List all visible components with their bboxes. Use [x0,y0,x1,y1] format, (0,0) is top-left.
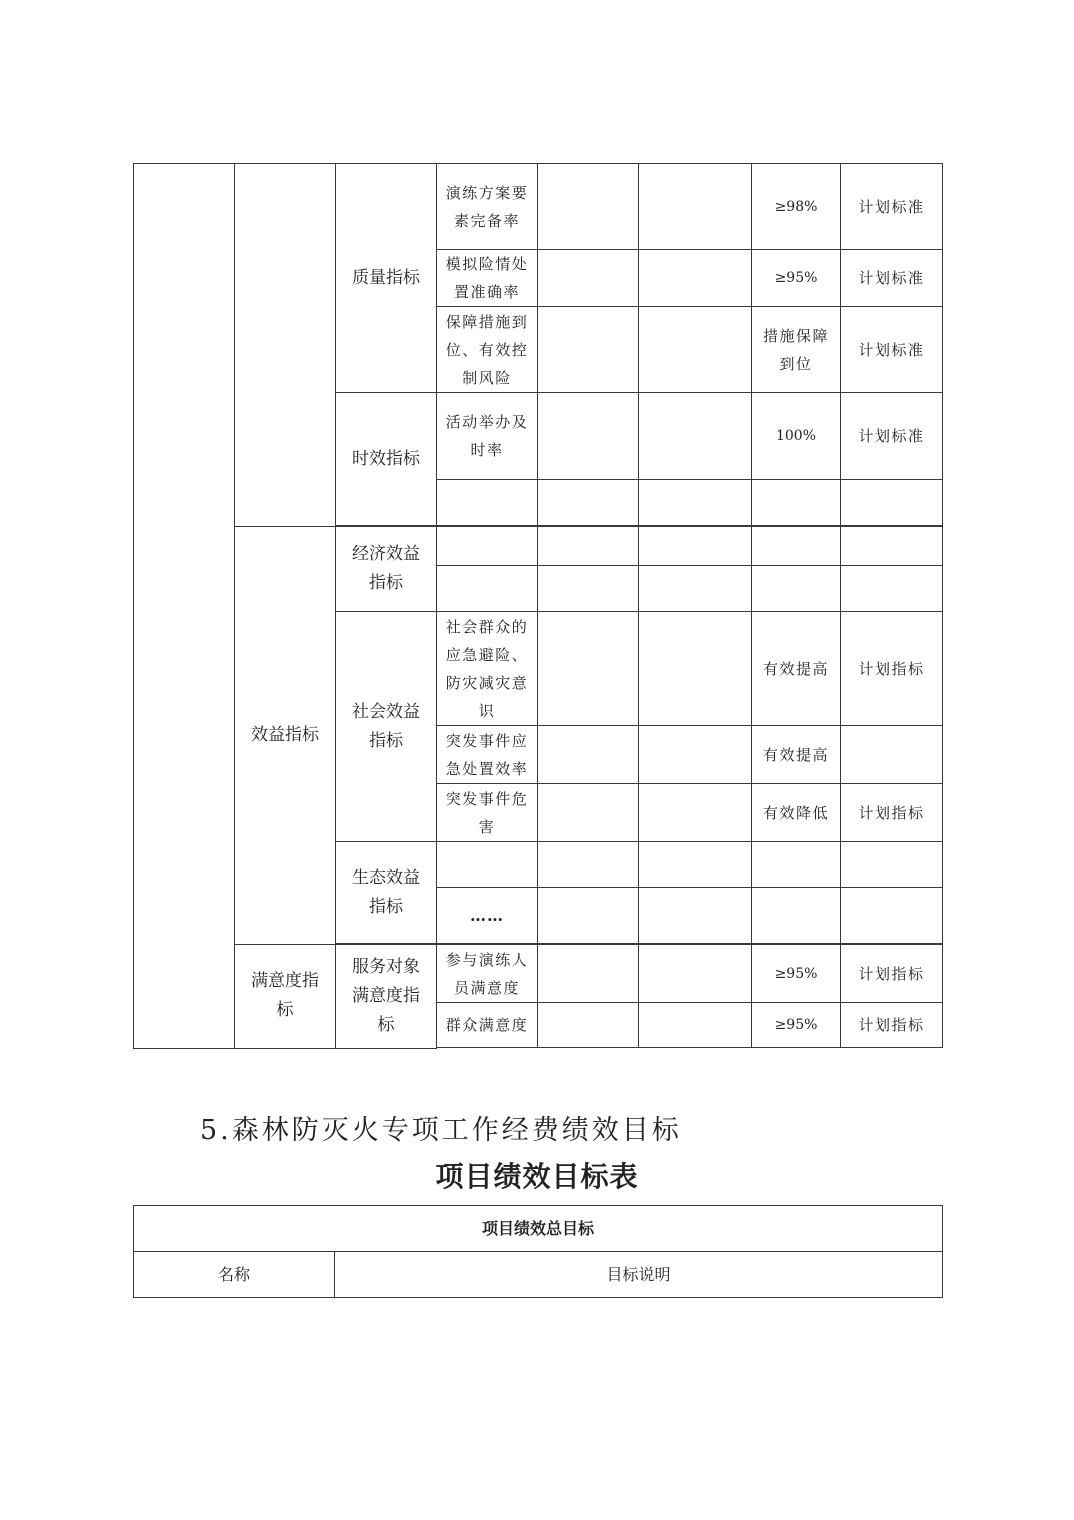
social-benefit-group: 社会效益指标 [336,612,437,842]
empty-cell [538,480,639,526]
empty-cell [639,250,752,307]
empty-cell [639,480,752,526]
empty-cell [639,842,752,888]
empty-cell [841,566,943,612]
satisfaction-indicator-group: 满意度指标 [235,945,336,1049]
note-cell: 计划指标 [841,612,943,726]
empty-cell [639,945,752,1003]
empty-cell [841,480,943,526]
ellipsis-cell: …… [437,888,538,944]
empty-cell [437,527,538,566]
blank-level2-cell [235,164,336,527]
empty-cell [639,612,752,726]
performance-indicator-table [133,163,943,1049]
empty-cell [639,888,752,944]
quality-indicator-group: 质量指标 [336,164,437,393]
target-value-cell: 100% [752,393,841,480]
note-cell [841,726,943,784]
target-value-cell: 有效提高 [752,726,841,784]
table-title: 项目绩效目标表 [435,1160,639,1193]
indicator-cell: 模拟险情处置准确率 [437,250,538,307]
empty-cell [639,307,752,393]
indicator-cell: 突发事件应急处置效率 [437,726,538,784]
empty-cell [538,1003,639,1048]
empty-cell [752,888,841,944]
description-column-header: 目标说明 [335,1252,943,1298]
overall-goal-table [133,1205,943,1298]
target-value-cell: ≥95% [752,945,841,1003]
empty-cell [538,945,639,1003]
empty-cell [538,307,639,393]
empty-cell [538,527,639,566]
empty-cell [538,888,639,944]
empty-cell [538,566,639,612]
target-value-cell: 措施保障到位 [752,307,841,393]
empty-cell [538,250,639,307]
empty-cell [538,393,639,480]
empty-cell [639,784,752,842]
note-cell: 计划标准 [841,250,943,307]
empty-cell [752,480,841,526]
empty-cell [639,393,752,480]
empty-cell [841,888,943,944]
empty-cell [752,566,841,612]
note-cell: 计划标准 [841,307,943,393]
empty-cell [639,726,752,784]
empty-cell [538,784,639,842]
benefit-indicator-group: 效益指标 [235,527,336,945]
table-row [134,527,943,566]
empty-cell [639,164,752,250]
note-cell: 计划标准 [841,164,943,250]
target-value-cell: 有效提高 [752,612,841,726]
indicator-cell: 社会群众的应急避险、防灾减灾意识 [437,612,538,726]
note-cell: 计划指标 [841,1003,943,1048]
table-row [134,1206,943,1252]
note-cell: 计划指标 [841,945,943,1003]
empty-cell [752,527,841,566]
section-heading: 5.森林防灭火专项工作经费绩效目标 [200,1115,682,1146]
table-row [134,164,943,250]
name-column-header: 名称 [134,1252,335,1298]
service-satisfaction-group: 服务对象满意度指标 [336,945,437,1049]
indicator-cell: 演练方案要素完备率 [437,164,538,250]
ecological-benefit-group: 生态效益指标 [336,842,437,944]
empty-cell [437,566,538,612]
target-value-cell: ≥95% [752,1003,841,1048]
target-value-cell: ≥95% [752,250,841,307]
empty-cell [538,842,639,888]
empty-cell [639,1003,752,1048]
empty-cell [752,842,841,888]
empty-cell [639,527,752,566]
empty-cell [538,612,639,726]
overall-goal-header: 项目绩效总目标 [134,1206,943,1252]
empty-cell [538,164,639,250]
table-row [134,945,943,1003]
blank-level1-cell [134,164,235,1049]
indicator-cell: 活动举办及时率 [437,393,538,480]
indicator-cell: 参与演练人员满意度 [437,945,538,1003]
empty-cell [841,842,943,888]
empty-cell [538,726,639,784]
empty-cell [437,842,538,888]
note-cell: 计划指标 [841,784,943,842]
timeliness-indicator-group: 时效指标 [336,393,437,526]
empty-cell [437,480,538,526]
empty-cell [841,527,943,566]
table-row [134,1252,943,1298]
target-value-cell: ≥98% [752,164,841,250]
economic-benefit-group: 经济效益指标 [336,527,437,612]
indicator-cell: 群众满意度 [437,1003,538,1048]
note-cell: 计划标准 [841,393,943,480]
indicator-cell: 保障措施到位、有效控制风险 [437,307,538,393]
indicator-cell: 突发事件危害 [437,784,538,842]
empty-cell [639,566,752,612]
target-value-cell: 有效降低 [752,784,841,842]
